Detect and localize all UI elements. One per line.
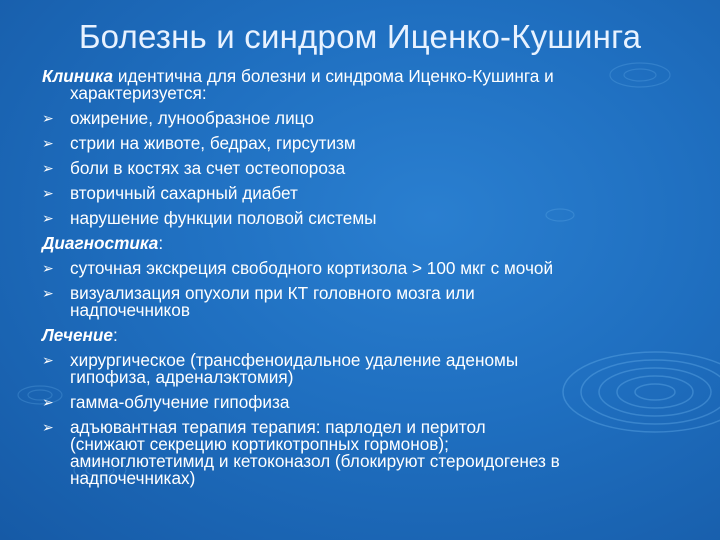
diagnostics-list <box>42 260 692 319</box>
arrow-bullet-icon: ➢ <box>42 110 54 126</box>
arrow-bullet-icon: ➢ <box>42 135 54 151</box>
list-item: ➢ вторичный сахарный диабет <box>42 183 298 203</box>
arrow-bullet-icon: ➢ <box>42 285 54 301</box>
list-item: ➢ гамма-облучение гипофиза <box>42 392 290 412</box>
list-item: ➢ стрии на животе, бедрах, гирсутизм <box>42 133 356 153</box>
arrow-bullet-icon: ➢ <box>42 160 54 176</box>
clinic-section <box>42 68 692 102</box>
diagnostics-section: Диагностика: <box>42 233 164 253</box>
arrow-bullet-icon: ➢ <box>42 260 54 276</box>
list-item: ➢ нарушение функции половой системы <box>42 208 377 228</box>
clinic-list <box>42 110 692 227</box>
clinic-intro-line1: идентична для болезни и синдрома Иценко-Кушинга и <box>113 66 554 86</box>
slide-body <box>42 68 692 495</box>
treatment-section: Лечение: <box>42 325 118 345</box>
list-item: ➢ адъювантная терапия терапия: парлодел и перитол (снижают секрецию кортикотропных гормонов); аминоглютетимид и кетоконазол (блокируют стероидогенез в надпочечниках) <box>42 417 560 488</box>
list-item: ➢ суточная экскреция свободного кортизола > 100 мкг с мочой <box>42 258 554 278</box>
treatment-list <box>42 352 692 487</box>
arrow-bullet-icon: ➢ <box>42 419 54 435</box>
arrow-bullet-icon: ➢ <box>42 352 54 368</box>
arrow-bullet-icon: ➢ <box>42 394 54 410</box>
arrow-bullet-icon: ➢ <box>42 210 54 226</box>
treatment-label: Лечение <box>42 325 113 345</box>
list-item: ➢ визуализация опухоли при КТ головного мозга или надпочечников <box>42 283 475 320</box>
list-item: ➢ хирургическое (трансфеноидальное удаление аденомы гипофиза, адреналэктомия) <box>42 350 519 387</box>
clinic-label: Клиника <box>42 66 114 86</box>
list-item: ➢ боли в костях за счет остеопороза <box>42 158 346 178</box>
arrow-bullet-icon: ➢ <box>42 185 54 201</box>
clinic-intro-line2: характеризуется: <box>70 83 207 103</box>
diagnostics-label: Диагностика <box>42 233 159 253</box>
slide-title: Болезнь и синдром Иценко-Кушинга <box>78 18 642 55</box>
list-item: ➢ ожирение, лунообразное лицо <box>42 108 314 128</box>
